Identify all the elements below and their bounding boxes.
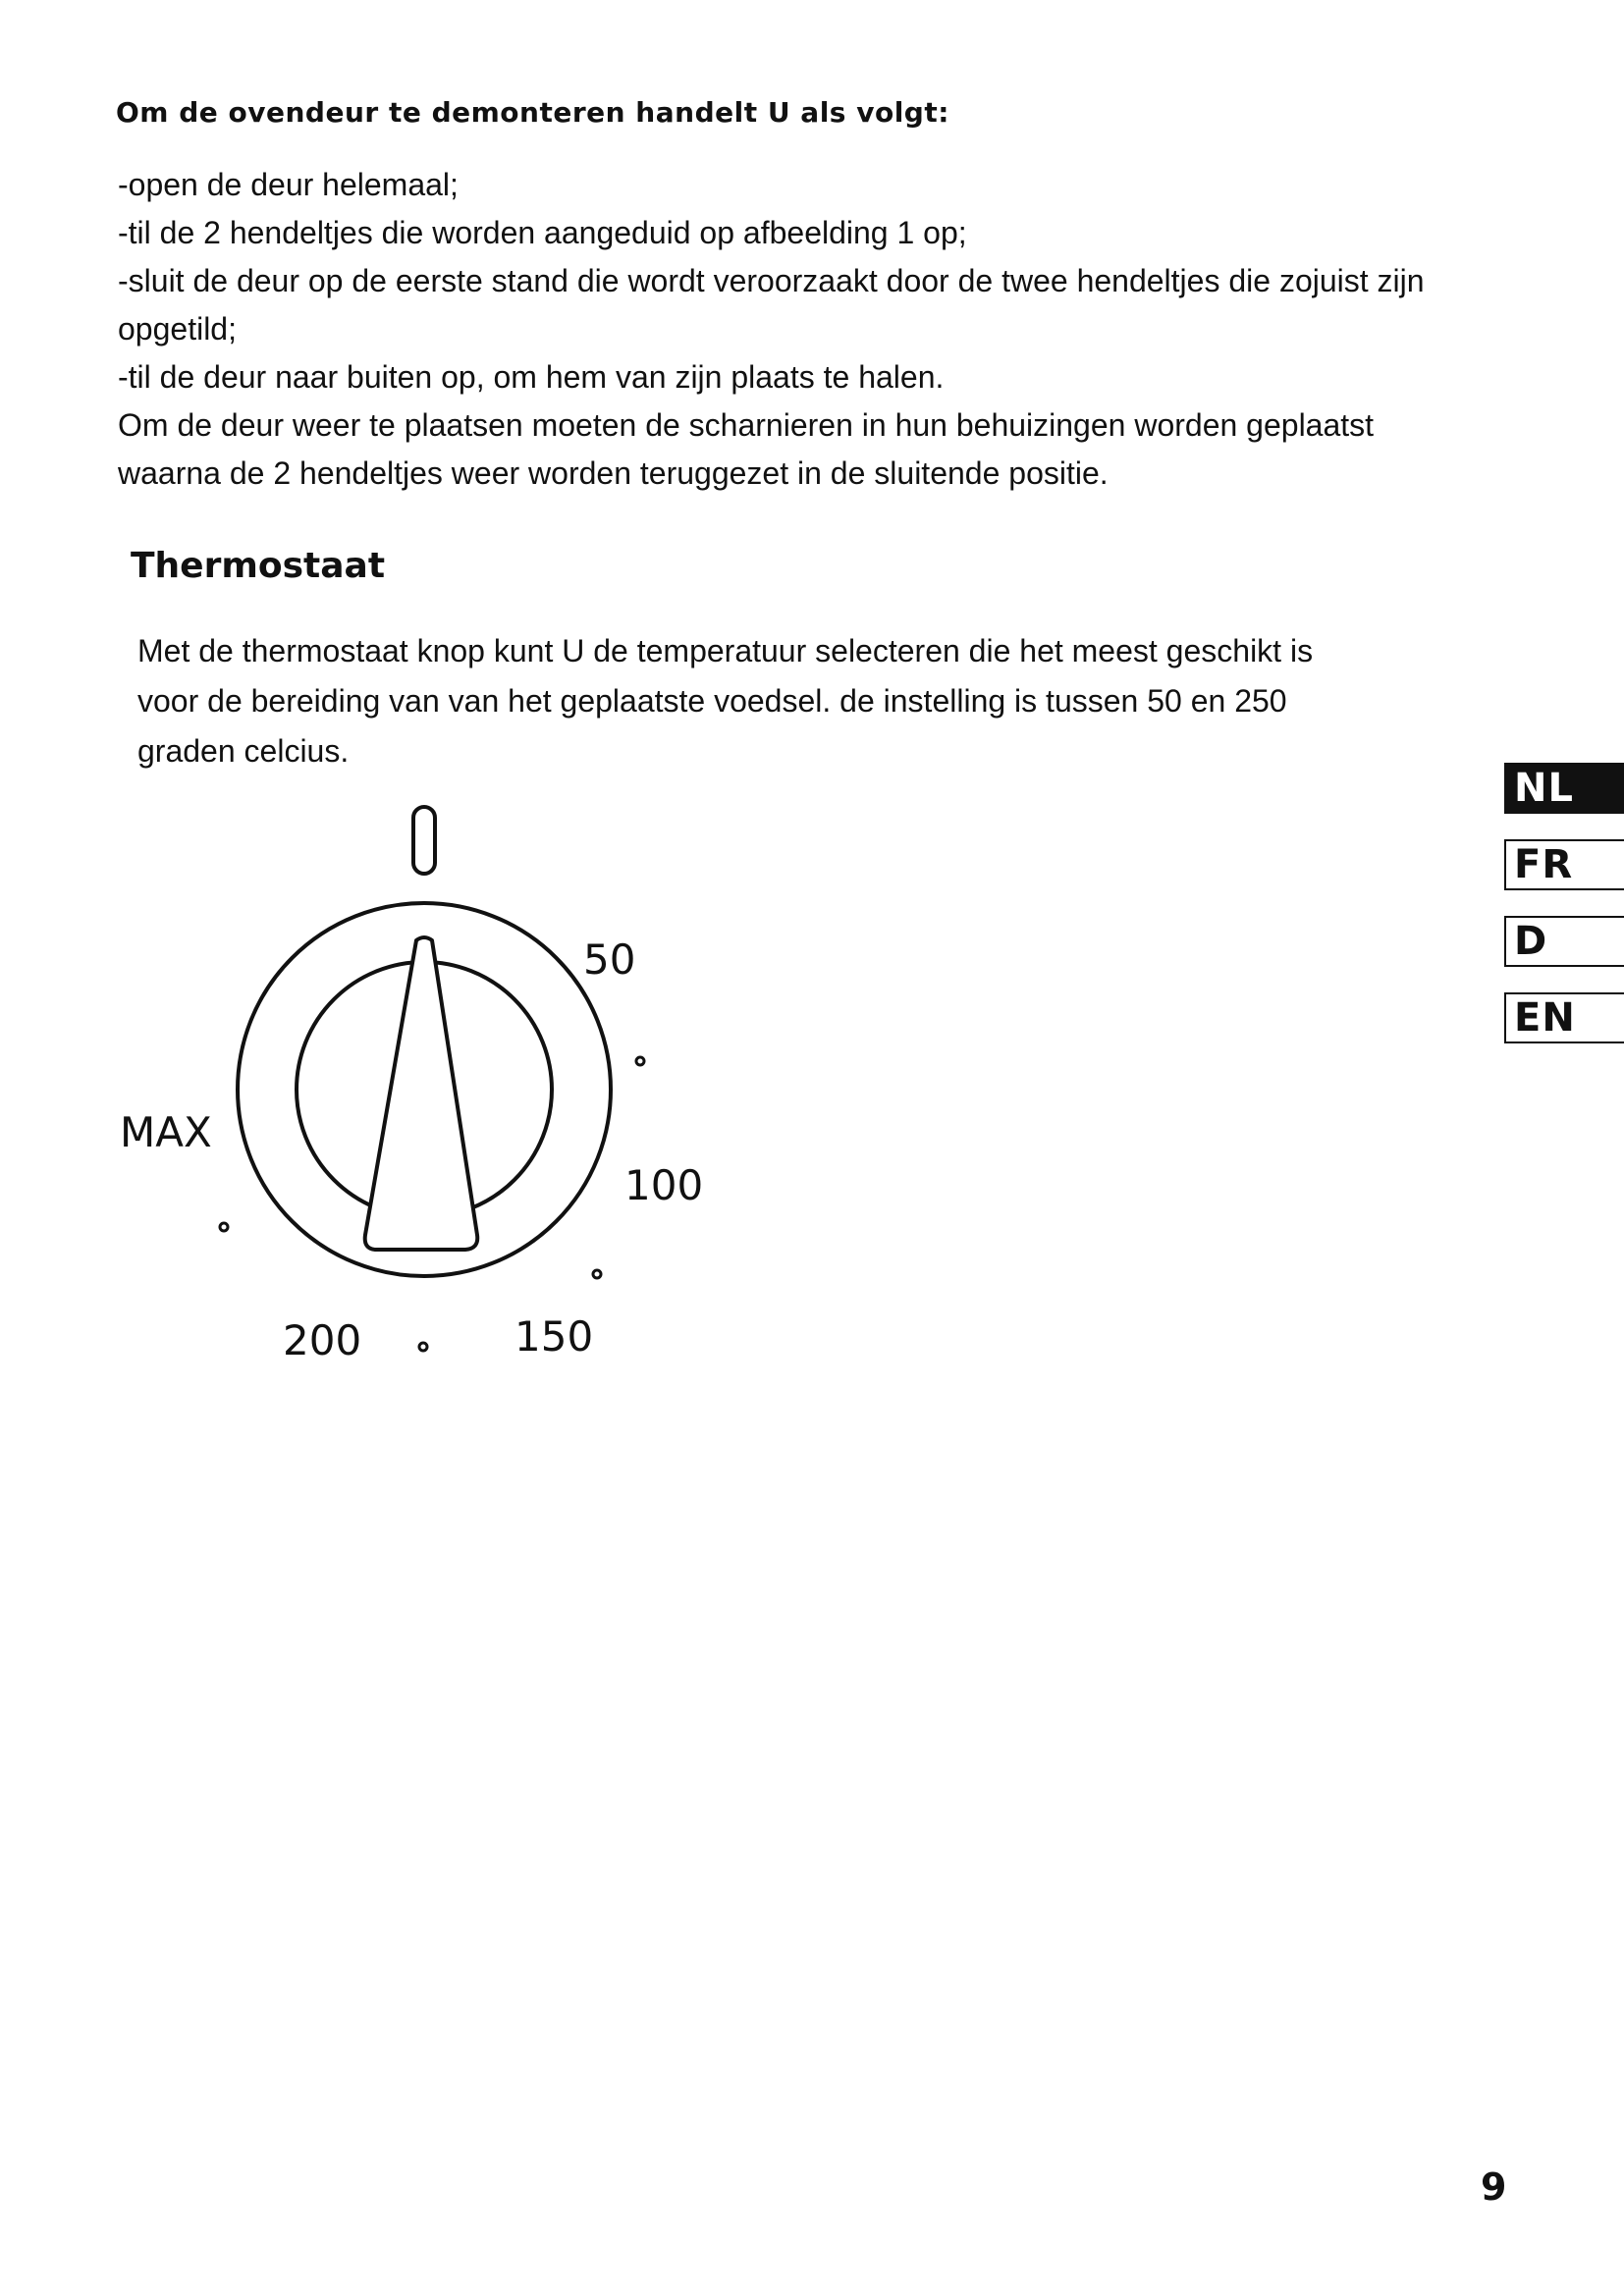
- thermostat-description: [137, 626, 1512, 776]
- language-tab-nl[interactable]: NL: [1504, 763, 1624, 814]
- dial-label-max: MAX: [120, 1108, 212, 1156]
- instruction-line: waarna de 2 hendeltjes weer worden teruggezet in de sluitende positie.: [118, 455, 1109, 491]
- dial-label-150: 150: [514, 1312, 594, 1361]
- dial-scale-dot: [419, 1343, 427, 1351]
- dial-pointer: [365, 937, 478, 1250]
- dial-label-50: 50: [583, 935, 636, 984]
- instruction-line: -til de deur naar buiten op, om hem van zijn plaats te halen.: [118, 359, 945, 395]
- disassembly-instructions: [118, 161, 1571, 498]
- language-tabs: [1504, 763, 1624, 1069]
- page-number: 9: [1481, 2165, 1507, 2209]
- dial-label-200: 200: [283, 1316, 362, 1364]
- instruction-line: -sluit de deur op de eerste stand die wordt veroorzaakt door de twee hendeltjes die zojuist zijn: [118, 263, 1425, 298]
- dial-scale-dot: [636, 1057, 644, 1065]
- disassembly-heading: Om de ovendeur te demonteren handelt U als volgt:: [116, 96, 949, 129]
- thermostat-dial-illustration: [98, 795, 727, 1384]
- dial-scale-dot: [220, 1223, 228, 1231]
- instruction-line: Om de deur weer te plaatsen moeten de scharnieren in hun behuizingen worden geplaatst: [118, 407, 1375, 443]
- language-tab-fr[interactable]: FR: [1504, 839, 1624, 890]
- dial-label-100: 100: [624, 1161, 704, 1209]
- instruction-line: -til de 2 hendeltjes die worden aangeduid op afbeelding 1 op;: [118, 215, 967, 250]
- dial-scale-dot: [593, 1270, 601, 1278]
- thermostat-dial-figure: [98, 795, 727, 1384]
- description-line: voor de bereiding van van het geplaatste voedsel. de instelling is tussen 50 en 250: [137, 683, 1287, 719]
- language-tab-en[interactable]: EN: [1504, 992, 1624, 1043]
- description-line: Met de thermostaat knop kunt U de temperatuur selecteren die het meest geschikt is: [137, 633, 1314, 668]
- instruction-line: -open de deur helemaal;: [118, 167, 459, 202]
- instruction-line: opgetild;: [118, 311, 237, 347]
- dial-zero-mark: [413, 807, 435, 874]
- thermostat-title: Thermostaat: [131, 546, 386, 586]
- description-line: graden celcius.: [137, 733, 350, 769]
- language-tab-d[interactable]: D: [1504, 916, 1624, 967]
